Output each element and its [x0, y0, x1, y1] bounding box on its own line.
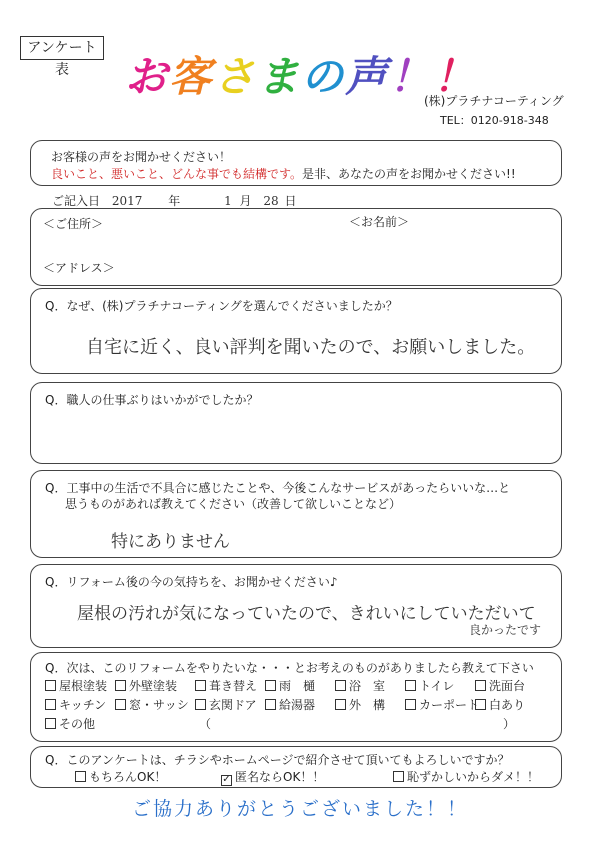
date-day: 28 — [263, 194, 279, 208]
checkbox[interactable] — [45, 680, 56, 691]
checkbox[interactable] — [195, 699, 206, 710]
checkbox[interactable] — [335, 699, 346, 710]
option-label: 外壁塗装 — [129, 679, 178, 693]
email-label: ＜アドレス＞ — [43, 261, 115, 275]
checkbox[interactable] — [405, 699, 416, 710]
intro-line-2 — [51, 165, 516, 182]
question-2: Q．職人の仕事ぶりはいかがでしたか？ — [45, 393, 259, 407]
reform-option[interactable] — [45, 696, 106, 713]
intro-box — [30, 140, 562, 186]
other-paren-close: ） — [503, 717, 516, 731]
reform-option[interactable] — [195, 677, 257, 694]
reform-option[interactable] — [45, 677, 107, 694]
title-char: ！ — [433, 52, 478, 101]
date-label: ご記入日 — [52, 194, 101, 208]
answer-3: 特にありません — [111, 532, 230, 552]
option-label: 屋根塗装 — [59, 679, 108, 693]
reform-option[interactable] — [45, 715, 95, 732]
answer-1: 自宅に近く、良い評判を聞いたので、お願いしました。 — [86, 337, 536, 358]
question-box-1 — [30, 288, 562, 374]
reform-option[interactable] — [405, 677, 454, 694]
checkbox[interactable] — [195, 680, 206, 691]
other-paren-open: （ — [199, 717, 212, 731]
checkbox[interactable] — [115, 699, 126, 710]
option-label: キッチン — [59, 698, 107, 712]
intro-red-text: 良いこと、悪いこと、どんな事でも結構です。 — [51, 167, 303, 181]
address-label: ＜ご住所＞ — [43, 217, 104, 231]
option-label: 外 構 — [349, 698, 386, 712]
date-day-label: 日 — [284, 194, 297, 208]
title-char: の — [301, 52, 346, 101]
option-label: 匿名ならOK！！ — [235, 770, 325, 784]
company-tel: TEL：0120-918-348 — [440, 114, 549, 127]
option-label: 玄関ドア — [209, 698, 257, 712]
question-6: Q．このアンケートは、チラシやホームページで紹介させて頂いてもよろしいですか？ — [45, 753, 510, 767]
question-box-3 — [30, 470, 562, 558]
publish-option[interactable] — [221, 768, 324, 786]
question-box-2 — [30, 382, 562, 464]
date-year: 2017 — [111, 194, 143, 208]
option-label: トイレ — [419, 679, 455, 693]
reform-option[interactable] — [475, 677, 525, 694]
reform-option[interactable] — [195, 696, 257, 713]
option-label: カーポート — [419, 698, 480, 712]
checkbox[interactable]: ✓ — [222, 774, 231, 785]
question-4: Q．リフォーム後の今の気持ちを、お聞かせください♪ — [45, 575, 338, 589]
title-char: さ — [213, 52, 258, 101]
option-label: 給湯器 — [279, 698, 316, 712]
date-row — [52, 192, 297, 209]
contact-box — [30, 208, 562, 286]
option-label: 雨 樋 — [279, 679, 316, 693]
option-label: 洗面台 — [489, 679, 526, 693]
title-char: 声 — [345, 52, 390, 101]
title-char: お — [125, 52, 170, 101]
answer-4: 屋根の汚れが気になっていたので、きれいにしていただいて — [77, 604, 536, 624]
question-3: Q．工事中の生活で不具合に感じたことや、今後こんなサービスがあったらいいな…と — [45, 481, 511, 495]
title-char: 客 — [169, 52, 214, 101]
question-1: Q．なぜ、(株)プラチナコーティングを選んでくださいましたか？ — [45, 299, 398, 313]
checkbox[interactable] — [45, 718, 56, 729]
thanks-message: ご協力ありがとうございました！！ — [131, 798, 468, 820]
question-box-6 — [30, 746, 562, 788]
reform-option[interactable] — [405, 696, 479, 713]
title-char: ！ — [389, 52, 434, 101]
name-label: ＜お名前＞ — [349, 215, 410, 229]
publish-option[interactable] — [75, 768, 166, 785]
question-box-5 — [30, 652, 562, 742]
survey-tag: アンケート表 — [20, 36, 104, 60]
option-label: 窓・サッシ — [129, 698, 189, 712]
reform-option[interactable] — [115, 677, 177, 694]
checkbox[interactable] — [405, 680, 416, 691]
reform-option[interactable] — [335, 696, 385, 713]
checkbox[interactable] — [393, 771, 404, 782]
title-char: ま — [257, 52, 302, 101]
checkbox[interactable] — [115, 680, 126, 691]
reform-option[interactable] — [265, 696, 315, 713]
date-month: 1 — [224, 194, 232, 208]
reform-option[interactable] — [335, 677, 385, 694]
date-month-label: 月 — [239, 194, 252, 208]
company-name: (株)プラチナコーティング — [424, 94, 564, 108]
reform-option[interactable] — [115, 696, 189, 713]
option-label: 恥ずかしいからダメ！！ — [407, 770, 540, 784]
checkbox[interactable] — [475, 680, 486, 691]
option-label: もちろんOK！ — [89, 770, 167, 784]
date-year-label: 年 — [168, 194, 181, 208]
checkbox[interactable] — [75, 771, 86, 782]
option-label: 白あり — [489, 698, 526, 712]
option-label: その他 — [59, 717, 96, 731]
option-label: 葺き替え — [209, 679, 258, 693]
question-box-4 — [30, 564, 562, 648]
checkbox[interactable] — [265, 699, 276, 710]
checkbox[interactable] — [335, 680, 346, 691]
publish-option[interactable] — [393, 768, 539, 785]
reform-option[interactable] — [265, 677, 315, 694]
reform-option[interactable] — [475, 696, 525, 713]
checkbox[interactable] — [475, 699, 486, 710]
intro-rest-text: 是非、あなたの声をお聞かせください!! — [302, 167, 516, 181]
checkbox[interactable] — [265, 680, 276, 691]
option-label: 浴 室 — [349, 679, 386, 693]
answer-4-line-2: 良かったです — [469, 623, 542, 637]
question-5: Q．次は、このリフォームをやりたいな・・・とお考えのものがありましたら教えて下さい — [45, 661, 534, 675]
question-3-line-2: 思うものがあれば教えてください（改善して欲しいことなど） — [65, 497, 402, 511]
checkbox[interactable] — [45, 699, 56, 710]
intro-line-1: お客様の声をお聞かせください！ — [51, 150, 232, 164]
